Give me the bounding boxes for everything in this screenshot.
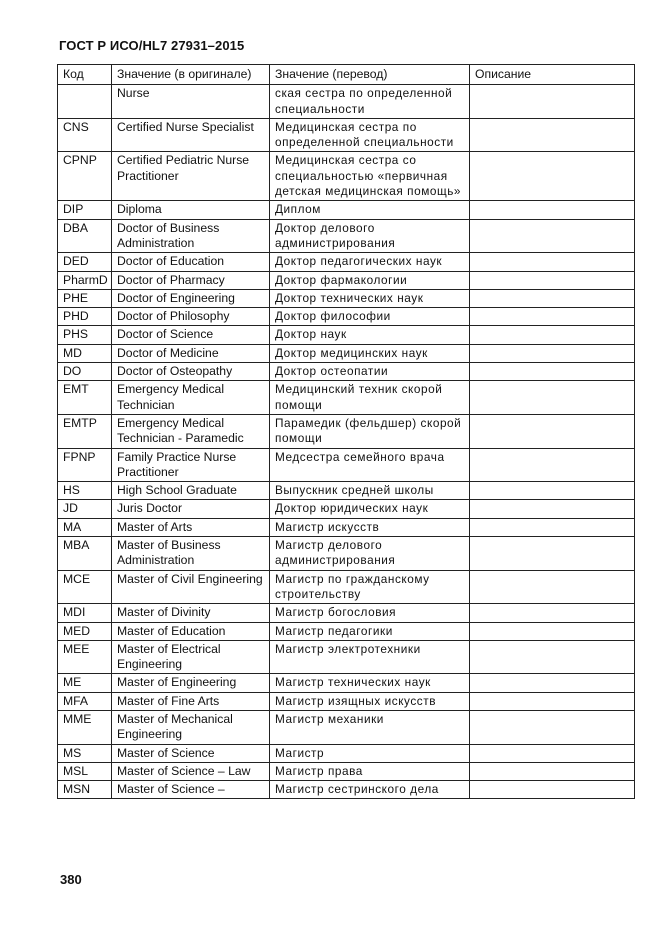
cell-translation: Доктор философии: [270, 308, 470, 326]
cell-code: PHE: [58, 289, 112, 307]
cell-code: CPNP: [58, 152, 112, 201]
cell-translation: Медицинский техник скорой помощи: [270, 381, 470, 415]
cell-description: [470, 482, 635, 500]
cell-code: ME: [58, 674, 112, 692]
cell-translation: Магистр изящных искусств: [270, 692, 470, 710]
cell-code: EMT: [58, 381, 112, 415]
cell-translation: Выпускник средней школы: [270, 482, 470, 500]
table-row: [58, 219, 635, 253]
cell-original: Master of Civil Engineering: [112, 570, 270, 604]
cell-original: Doctor of Philosophy: [112, 308, 270, 326]
table-row: [58, 640, 635, 674]
table-row: [58, 570, 635, 604]
cell-original: Doctor of Osteopathy: [112, 363, 270, 381]
cell-description: [470, 518, 635, 536]
cell-description: [470, 744, 635, 762]
cell-code: PharmD: [58, 271, 112, 289]
cell-description: [470, 448, 635, 482]
cell-description: [470, 692, 635, 710]
cell-description: [470, 622, 635, 640]
page-number: 380: [60, 872, 82, 887]
table-body: [58, 85, 635, 799]
cell-translation: Магистр права: [270, 762, 470, 780]
table-row: [58, 604, 635, 622]
cell-translation: Магистр механики: [270, 710, 470, 744]
cell-translation: Магистр богословия: [270, 604, 470, 622]
table-row: [58, 622, 635, 640]
table-row: [58, 381, 635, 415]
cell-description: [470, 308, 635, 326]
cell-code: DED: [58, 253, 112, 271]
table-row: [58, 253, 635, 271]
cell-code: MD: [58, 344, 112, 362]
table-row: [58, 271, 635, 289]
table-row: [58, 344, 635, 362]
cell-code: MCE: [58, 570, 112, 604]
cell-code: MDI: [58, 604, 112, 622]
cell-code: MA: [58, 518, 112, 536]
cell-original: Master of Science: [112, 744, 270, 762]
cell-description: [470, 271, 635, 289]
cell-code: MEE: [58, 640, 112, 674]
table-row: [58, 448, 635, 482]
column-header-translation: Значение (перевод): [270, 65, 470, 85]
table-row: [58, 308, 635, 326]
table-row: [58, 518, 635, 536]
cell-code: MED: [58, 622, 112, 640]
cell-translation: Магистр технических наук: [270, 674, 470, 692]
cell-translation: Диплом: [270, 201, 470, 219]
cell-translation: Доктор остеопатии: [270, 363, 470, 381]
cell-description: [470, 326, 635, 344]
cell-code: PHS: [58, 326, 112, 344]
table-row: [58, 85, 635, 119]
cell-description: [470, 118, 635, 152]
cell-original: Doctor of Science: [112, 326, 270, 344]
cell-translation: Медицинская сестра со специальностью «первичная детская медицинская помощь»: [270, 152, 470, 201]
cell-code: CNS: [58, 118, 112, 152]
cell-original: Doctor of Engineering: [112, 289, 270, 307]
table-row: [58, 289, 635, 307]
table-header-row: [58, 65, 635, 85]
table-row: [58, 363, 635, 381]
cell-translation: Магистр искусств: [270, 518, 470, 536]
cell-code: HS: [58, 482, 112, 500]
cell-original: Master of Engineering: [112, 674, 270, 692]
cell-translation: Магистр: [270, 744, 470, 762]
cell-code: MSL: [58, 762, 112, 780]
cell-translation: Парамедик (фельдшер) скорой помощи: [270, 414, 470, 448]
cell-original: Doctor of Pharmacy: [112, 271, 270, 289]
cell-original: Master of Science –: [112, 781, 270, 799]
page-title: ГОСТ Р ИСО/HL7 27931–2015: [59, 38, 245, 53]
table-row: [58, 710, 635, 744]
table-row: [58, 118, 635, 152]
cell-original: Emergency Medical Technician - Paramedic: [112, 414, 270, 448]
cell-translation: Медсестра семейного врача: [270, 448, 470, 482]
cell-original: Doctor of Business Administration: [112, 219, 270, 253]
cell-original: Master of Divinity: [112, 604, 270, 622]
column-header-original: Значение (в оригинале): [112, 65, 270, 85]
cell-original: Doctor of Education: [112, 253, 270, 271]
cell-description: [470, 674, 635, 692]
cell-translation: Доктор делового администрирования: [270, 219, 470, 253]
cell-original: Juris Doctor: [112, 500, 270, 518]
cell-original: Master of Fine Arts: [112, 692, 270, 710]
cell-translation: Магистр сестринского дела: [270, 781, 470, 799]
cell-description: [470, 500, 635, 518]
cell-translation: Доктор технических наук: [270, 289, 470, 307]
cell-description: [470, 219, 635, 253]
cell-original: Diploma: [112, 201, 270, 219]
cell-original: Master of Business Administration: [112, 537, 270, 571]
cell-code: [58, 85, 112, 119]
table-row: [58, 482, 635, 500]
cell-description: [470, 85, 635, 119]
cell-code: MBA: [58, 537, 112, 571]
cell-original: High School Graduate: [112, 482, 270, 500]
column-header-description: Описание: [470, 65, 635, 85]
cell-original: Master of Science – Law: [112, 762, 270, 780]
cell-original: Family Practice Nurse Practitioner: [112, 448, 270, 482]
cell-description: [470, 604, 635, 622]
table-row: [58, 537, 635, 571]
cell-translation: Магистр делового администрирования: [270, 537, 470, 571]
cell-original: Certified Pediatric Nurse Practitioner: [112, 152, 270, 201]
cell-code: PHD: [58, 308, 112, 326]
cell-code: MME: [58, 710, 112, 744]
cell-code: MSN: [58, 781, 112, 799]
cell-original: Certified Nurse Specialist: [112, 118, 270, 152]
cell-code: MFA: [58, 692, 112, 710]
cell-description: [470, 640, 635, 674]
table-row: [58, 326, 635, 344]
codes-table: [57, 64, 635, 799]
table-row: [58, 674, 635, 692]
cell-description: [470, 537, 635, 571]
cell-code: DBA: [58, 219, 112, 253]
cell-translation: Доктор юридических наук: [270, 500, 470, 518]
cell-original: Master of Education: [112, 622, 270, 640]
cell-description: [470, 710, 635, 744]
cell-code: FPNP: [58, 448, 112, 482]
cell-translation: Медицинская сестра по определенной специальности: [270, 118, 470, 152]
cell-translation: ская сестра по определенной специальности: [270, 85, 470, 119]
table-row: [58, 781, 635, 799]
table-row: [58, 201, 635, 219]
cell-translation: Магистр по гражданскому строительству: [270, 570, 470, 604]
cell-translation: Доктор педагогических наук: [270, 253, 470, 271]
table-row: [58, 152, 635, 201]
cell-translation: Магистр педагогики: [270, 622, 470, 640]
cell-code: DO: [58, 363, 112, 381]
cell-code: MS: [58, 744, 112, 762]
table-row: [58, 692, 635, 710]
cell-description: [470, 762, 635, 780]
cell-translation: Доктор медицинских наук: [270, 344, 470, 362]
cell-code: JD: [58, 500, 112, 518]
cell-code: DIP: [58, 201, 112, 219]
cell-description: [470, 201, 635, 219]
cell-original: Master of Arts: [112, 518, 270, 536]
table-row: [58, 762, 635, 780]
table-row: [58, 744, 635, 762]
column-header-code: Код: [58, 65, 112, 85]
cell-description: [470, 414, 635, 448]
cell-translation: Магистр электротехники: [270, 640, 470, 674]
cell-description: [470, 781, 635, 799]
table-row: [58, 500, 635, 518]
cell-description: [470, 152, 635, 201]
cell-description: [470, 363, 635, 381]
cell-description: [470, 570, 635, 604]
cell-description: [470, 381, 635, 415]
cell-original: Emergency Medical Technician: [112, 381, 270, 415]
cell-description: [470, 289, 635, 307]
cell-original: Master of Mechanical Engineering: [112, 710, 270, 744]
cell-original: Doctor of Medicine: [112, 344, 270, 362]
cell-original: Master of Electrical Engineering: [112, 640, 270, 674]
cell-translation: Доктор фармакологии: [270, 271, 470, 289]
cell-original: Nurse: [112, 85, 270, 119]
cell-code: EMTP: [58, 414, 112, 448]
table-row: [58, 414, 635, 448]
cell-description: [470, 344, 635, 362]
cell-description: [470, 253, 635, 271]
cell-translation: Доктор наук: [270, 326, 470, 344]
